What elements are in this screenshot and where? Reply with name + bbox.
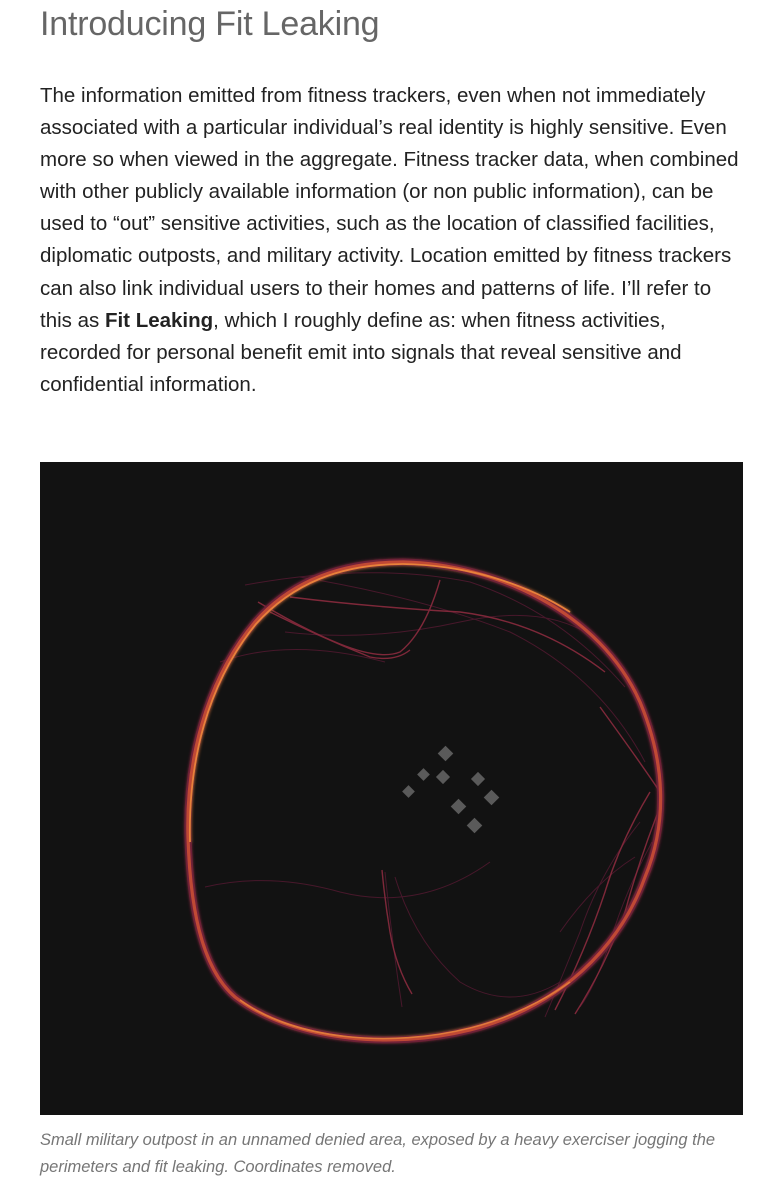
figure-caption: Small military outpost in an unnamed denied area, exposed by a heavy exerciser jogging the perimeters and fit leaking. Coordinates removed. [40, 1131, 716, 1176]
paragraph-text-end: , which I roughly define as: when fitness activities, recorded for personal benefit emit into signals that reveal sensitive and confidential information. [40, 308, 682, 396]
intro-paragraph [40, 80, 745, 401]
article [40, 0, 745, 401]
outpost-heatmap-image [40, 462, 743, 1115]
page-title: Introducing Fit Leaking [40, 5, 380, 43]
paragraph-text-start: The information emitted from fitness trackers, even when not immediately associated with a particular individual’s real identity is highly sensitive. Even more so when viewed in the aggregate. Fitness tracker data, when combined with other publicly available information (or non public information), can be used to “out” sensitive activities, such as the location of classified facilities, diplomatic outposts, and military activity. Location emitted by fitness trackers can also link individual users to their homes and patterns of life. I’ll refer to this as [40, 84, 739, 332]
heatmap-figure [40, 462, 743, 1115]
fit-leaking-term: Fit Leaking [104, 308, 214, 332]
